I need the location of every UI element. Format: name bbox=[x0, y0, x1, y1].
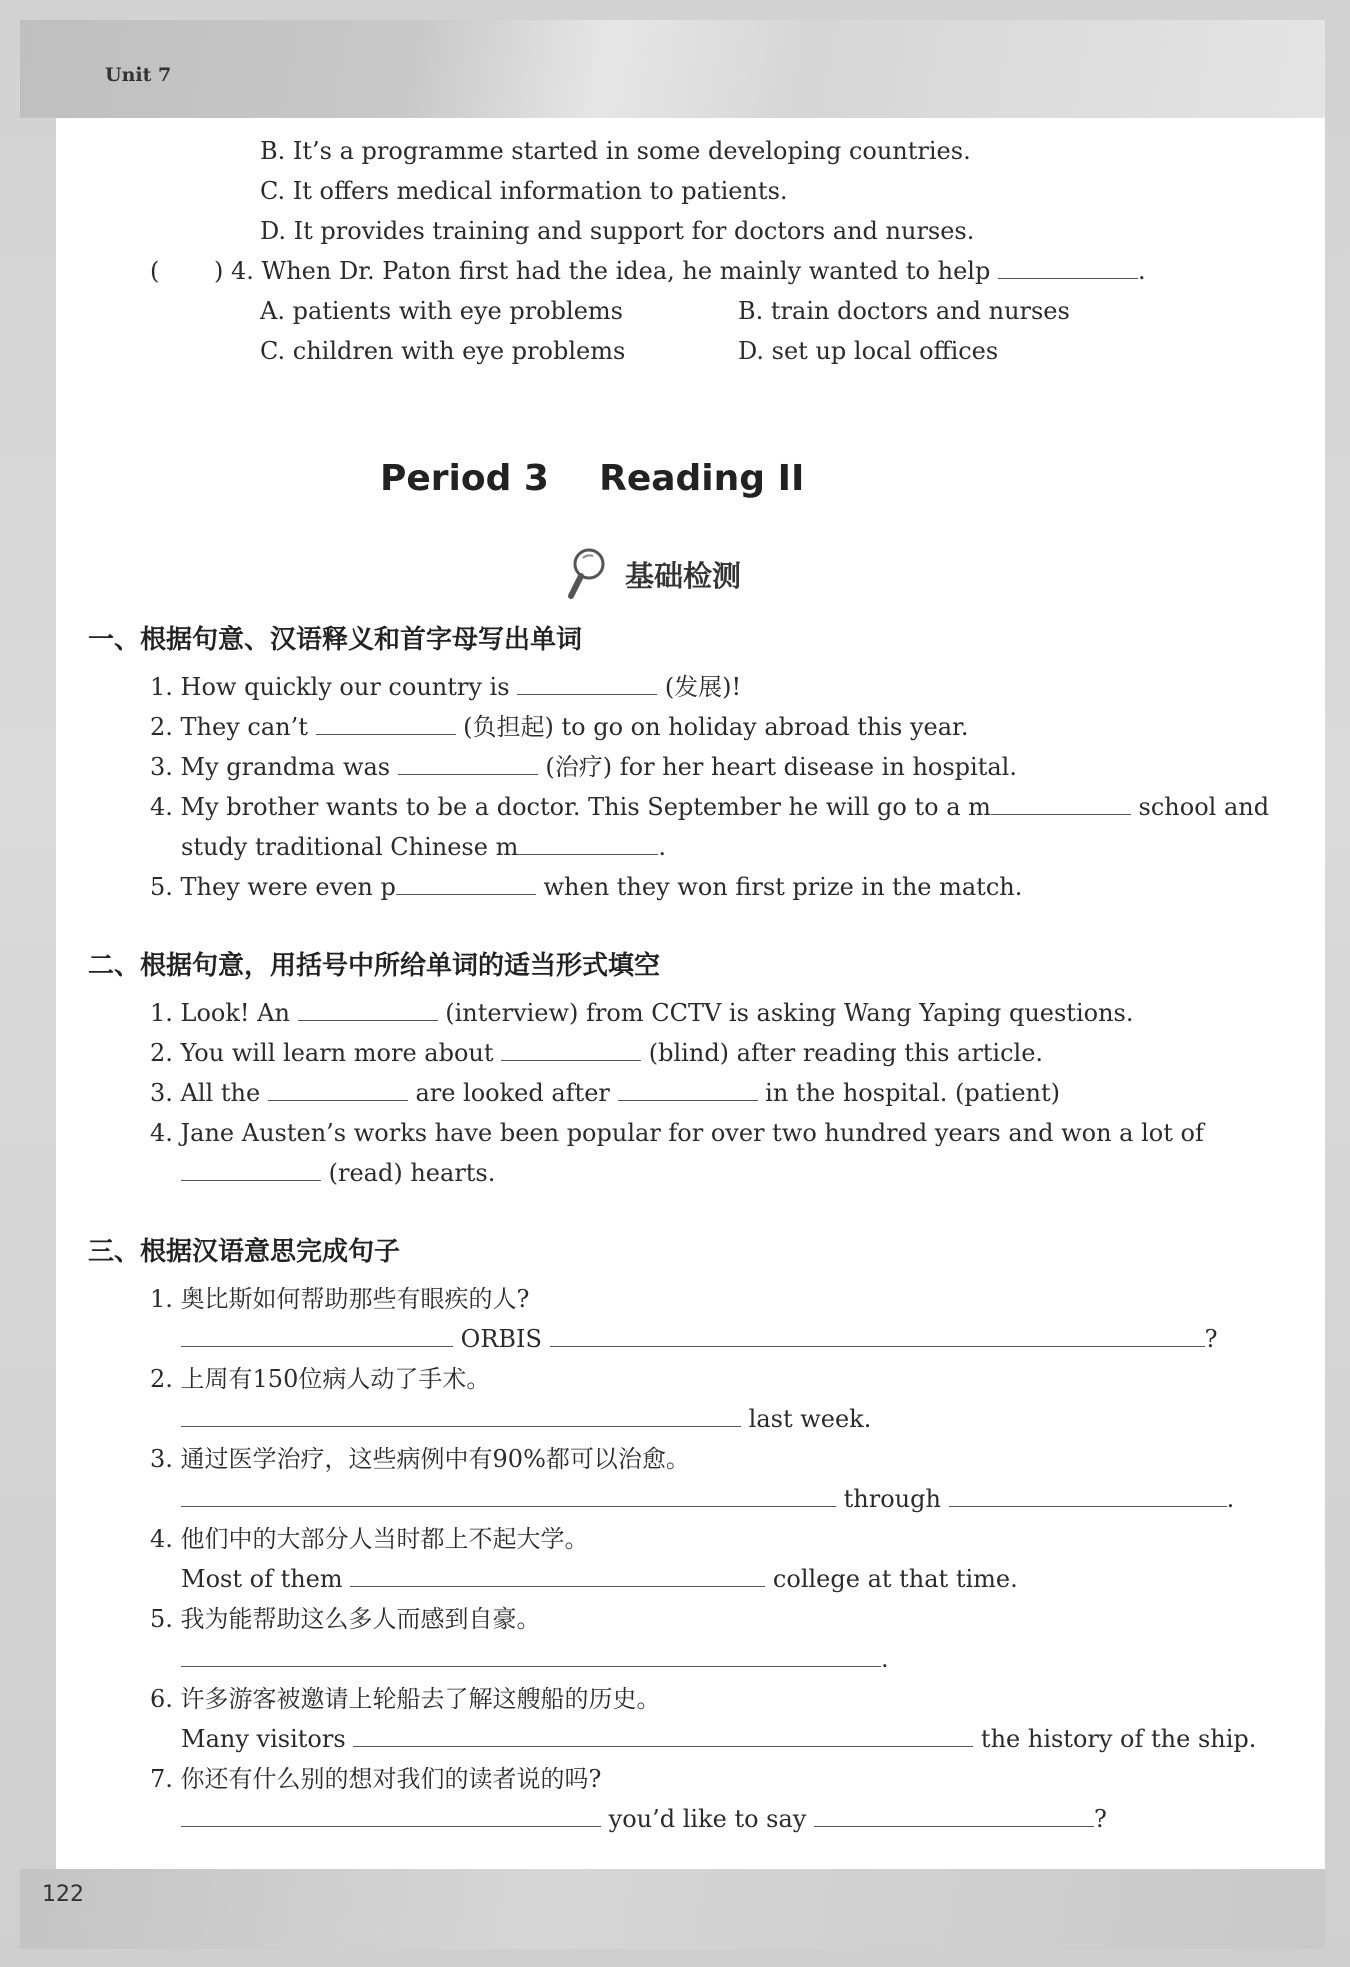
part3-item-1-en: ORBIS ? bbox=[181, 1324, 1217, 1354]
part2-item-2: 2. You will learn more about (blind) after reading this article. bbox=[150, 1039, 1044, 1067]
q3-option-c: C. It offers medical information to patients. bbox=[260, 177, 788, 205]
part2-item-1: 1. Look! An (interview) from CCTV is asking Wang Yaping questions. bbox=[150, 999, 1134, 1027]
answer-blank[interactable] bbox=[350, 1564, 765, 1587]
part3-item-5-cn: 5. 我为能帮助这么多人而感到自豪。 bbox=[150, 1605, 541, 1633]
part3-item-1-cn: 1. 奥比斯如何帮助那些有眼疾的人? bbox=[150, 1285, 530, 1313]
q3-option-b: B. It’s a programme started in some developing countries. bbox=[260, 137, 971, 165]
part1-heading: 一、根据句意、汉语释义和首字母写出单词 bbox=[88, 625, 583, 655]
answer-blank[interactable] bbox=[316, 712, 456, 735]
part3-item-7-cn: 7. 你还有什么别的想对我们的读者说的吗? bbox=[150, 1765, 602, 1793]
answer-blank[interactable] bbox=[618, 1078, 758, 1101]
answer-blank[interactable] bbox=[181, 1158, 321, 1181]
section-label: 基础检测 bbox=[625, 558, 742, 593]
part1-item-4: 4. My brother wants to be a doctor. This September he will go to a m school and bbox=[150, 793, 1270, 821]
part2-item-4: 4. Jane Austen’s works have been popular for over two hundred years and won a lot of bbox=[150, 1119, 1204, 1147]
part3-item-4-en: Most of them college at that time. bbox=[181, 1565, 1018, 1593]
q4-number: ) 4. bbox=[214, 257, 254, 285]
part1-item-3: 3. My grandma was (治疗) for her heart disease in hospital. bbox=[150, 753, 1017, 781]
part2-item-3: 3. All the are looked after in the hospital. (patient) bbox=[150, 1079, 1061, 1107]
q4-end: . bbox=[1137, 257, 1146, 285]
part3-item-6-cn: 6. 许多游客被邀请上轮船去了解这艘船的历史。 bbox=[150, 1685, 661, 1713]
answer-blank[interactable] bbox=[181, 1484, 836, 1507]
period-title: Period 3 Reading II bbox=[380, 458, 805, 499]
q3-option-d: D. It provides training and support for doctors and nurses. bbox=[260, 217, 975, 245]
answer-blank[interactable] bbox=[181, 1804, 601, 1827]
section-subtitle bbox=[565, 546, 741, 602]
part3-item-2-en: last week. bbox=[181, 1404, 871, 1434]
q4-option-b: B. train doctors and nurses bbox=[738, 297, 1070, 325]
answer-blank[interactable] bbox=[518, 832, 658, 855]
page-number: 122 bbox=[42, 1882, 84, 1907]
answer-blank[interactable] bbox=[396, 872, 536, 895]
header-band bbox=[20, 20, 1325, 118]
answer-blank[interactable] bbox=[991, 792, 1131, 815]
answer-blank[interactable] bbox=[181, 1644, 881, 1667]
part1-item-5: 5. They were even p when they won first prize in the match. bbox=[150, 873, 1023, 901]
part3-item-3-cn: 3. 通过医学治疗，这些病例中有90%都可以治愈。 bbox=[150, 1445, 690, 1473]
part3-item-5-en: . bbox=[181, 1644, 889, 1674]
answer-blank[interactable] bbox=[181, 1324, 453, 1347]
answer-blank[interactable] bbox=[501, 1038, 641, 1061]
q4-text: When Dr. Paton first had the idea, he mainly wanted to help bbox=[261, 257, 991, 285]
part3-item-6-en: Many visitors the history of the ship. bbox=[181, 1725, 1257, 1753]
part3-item-7-en: you’d like to say ? bbox=[181, 1804, 1107, 1834]
q4-paren-open: ( bbox=[150, 257, 160, 285]
q4-option-a: A. patients with eye problems bbox=[260, 297, 623, 325]
part1-item-2: 2. They can’t (负担起) to go on holiday abroad this year. bbox=[150, 713, 969, 741]
footer-band bbox=[20, 1869, 1325, 1949]
answer-blank[interactable] bbox=[298, 998, 438, 1021]
part2-item-4-cont: (read) hearts. bbox=[181, 1158, 495, 1188]
part3-item-2-cn: 2. 上周有150位病人动了手术。 bbox=[150, 1365, 491, 1393]
part1-item-4-cont: study traditional Chinese m . bbox=[181, 833, 666, 861]
part1-item-1: 1. How quickly our country is (发展)! bbox=[150, 673, 742, 701]
part3-heading: 三、根据汉语意思完成句子 bbox=[88, 1237, 401, 1267]
part3-item-3-en: through . bbox=[181, 1484, 1234, 1514]
answer-blank[interactable] bbox=[949, 1484, 1227, 1507]
answer-blank[interactable] bbox=[181, 1404, 741, 1427]
part2-heading: 二、根据句意，用括号中所给单词的适当形式填空 bbox=[88, 951, 661, 981]
unit-label: Unit 7 bbox=[105, 64, 172, 86]
answer-blank[interactable] bbox=[998, 256, 1138, 279]
q4-option-c: C. children with eye problems bbox=[260, 337, 626, 365]
answer-blank[interactable] bbox=[814, 1804, 1094, 1827]
answer-blank[interactable] bbox=[550, 1324, 1205, 1347]
part3-item-4-cn: 4. 他们中的大部分人当时都上不起大学。 bbox=[150, 1525, 589, 1553]
magnifier-icon bbox=[565, 546, 609, 602]
q4-option-d: D. set up local offices bbox=[738, 337, 999, 365]
q4-stem bbox=[214, 256, 1146, 286]
answer-blank[interactable] bbox=[517, 672, 657, 695]
answer-blank[interactable] bbox=[353, 1724, 973, 1747]
answer-blank[interactable] bbox=[268, 1078, 408, 1101]
answer-blank[interactable] bbox=[398, 752, 538, 775]
